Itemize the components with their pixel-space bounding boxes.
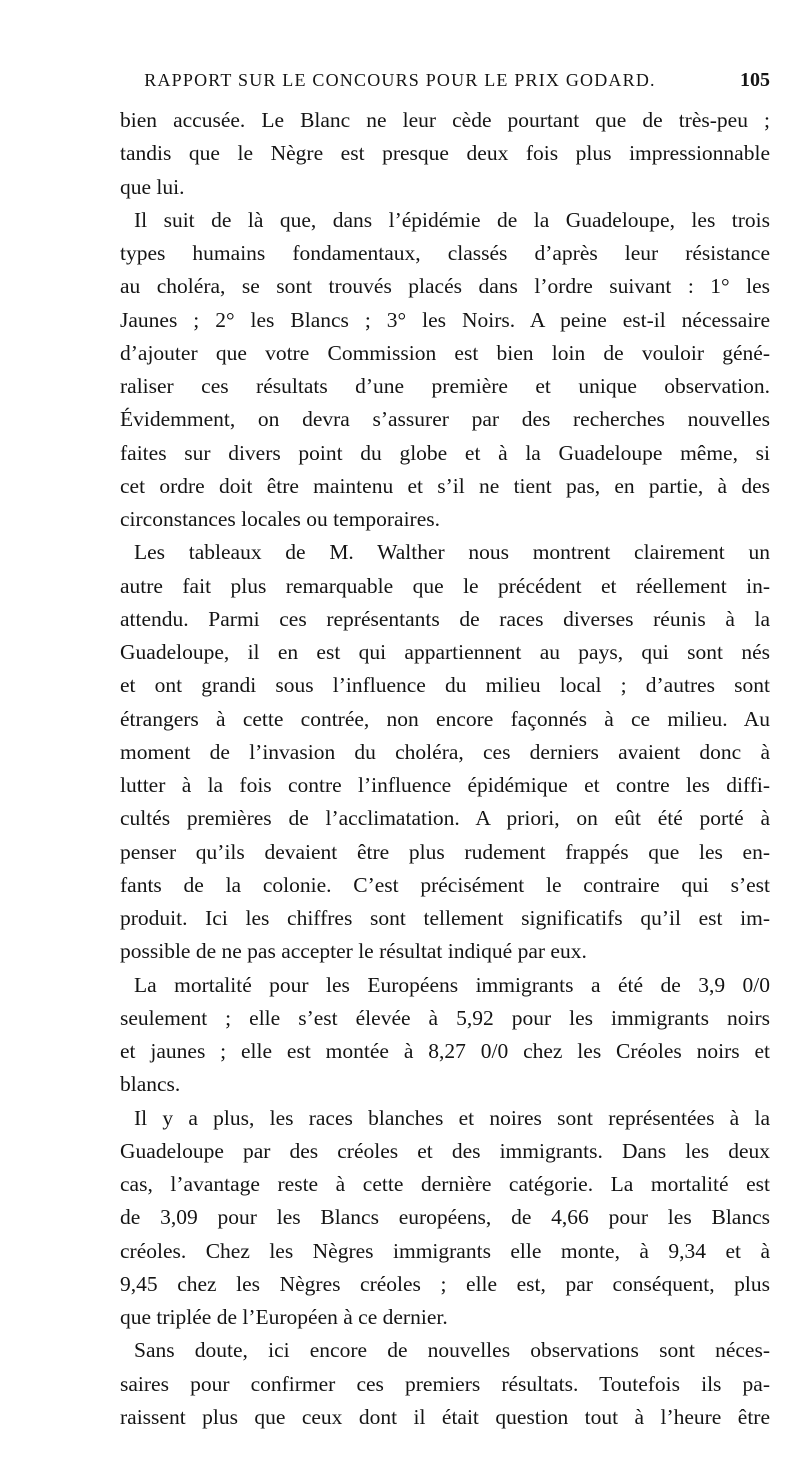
text-line: lutter à la fois contre l’influence épidémique et contre les diffi- [120,773,770,797]
text-line: cas, l’avantage reste à cette dernière catégorie. La mortalité est [120,1172,770,1196]
text-line: attendu. Parmi ces représentants de races diverses réunis à la [120,606,770,631]
text-line: Guadeloupe, il en est qui appartiennent au pays, qui sont nés [120,640,770,664]
text-line: que lui. [120,174,185,199]
body-text [120,104,770,1434]
text-line: Il suit de là que, dans l’épidémie de la Guadeloupe, les trois [134,207,770,232]
text-line: que triplée de l’Européen à ce dernier. [120,1305,448,1329]
text-line: bien accusée. Le Blanc ne leur cède pourtant que de très-peu ; [120,108,770,132]
text-line: étrangers à cette contrée, non encore façonnés à ce milieu. Au [120,706,770,731]
text-line: Il y a plus, les races blanches et noires sont représentées à la [134,1105,770,1130]
text-line: de 3,09 pour les Blancs européens, de 4,66 pour les Blancs [120,1205,770,1230]
running-title: RAPPORT SUR LE CONCOURS POUR LE PRIX GODARD. [144,70,656,90]
text-line: raliser ces résultats d’une première et unique observation. [120,374,770,398]
page-number: 105 [740,69,770,91]
text-line: cet ordre doit être maintenu et s’il ne tient pas, en partie, à des [120,473,770,498]
text-line: types humains fondamentaux, classés d’après leur résistance [120,241,770,265]
text-line: blancs. [120,1072,181,1097]
text-line: créoles. Chez les Nègres immigrants elle monte, à 9,34 et à [120,1238,770,1263]
text-line: autre fait plus remarquable que le précédent et réellement in- [120,573,770,598]
text-line: moment de l’invasion du choléra, ces derniers avaient donc à [120,739,770,764]
text-line: raissent plus que ceux dont il était question tout à l’heure être [120,1404,770,1429]
text-line: tandis que le Nègre est presque deux fois plus impressionnable [120,141,770,166]
text-line: Guadeloupe par des créoles et des immigrants. Dans les deux [120,1138,770,1163]
text-line: fants de la colonie. C’est précisément le contraire qui s’est [120,872,770,897]
text-line: Évidemment, on devra s’assurer par des recherches nouvelles [120,407,770,432]
text-line: Jaunes ; 2° les Blancs ; 3° les Noirs. A peine est-il nécessaire [120,307,770,332]
running-header [120,70,770,100]
text-line: penser qu’ils devaient être plus rudement frappés que les en- [120,839,770,864]
text-line: saires pour confirmer ces premiers résultats. Toutefois ils pa- [120,1371,770,1396]
text-line: d’ajouter que votre Commission est bien loin de vouloir géné- [120,340,770,365]
text-line: et jaunes ; elle est montée à 8,27 0/0 chez les Créoles noirs et [120,1039,770,1063]
text-line: 9,45 chez les Nègres créoles ; elle est, par conséquent, plus [120,1271,770,1296]
text-line: au choléra, se sont trouvés placés dans l’ordre suivant : 1° les [120,274,770,299]
text-line: possible de ne pas accepter le résultat indiqué par eux. [120,939,587,964]
text-line: et ont grandi sous l’influence du milieu local ; d’autres sont [120,673,770,698]
text-line: seulement ; elle s’est élevée à 5,92 pour les immigrants noirs [120,1005,770,1030]
text-line: produit. Ici les chiffres sont tellement significatifs qu’il est im- [120,906,770,930]
text-line: La mortalité pour les Européens immigrants a été de 3,9 0/0 [134,972,770,997]
text-line: faites sur divers point du globe et à la Guadeloupe même, si [120,440,770,465]
text-line: circonstances locales ou temporaires. [120,507,440,531]
text-line: Sans doute, ici encore de nouvelles observations sont néces- [134,1338,770,1363]
text-line: cultés premières de l’acclimatation. A priori, on eût été porté à [120,806,770,831]
text-line: Les tableaux de M. Walther nous montrent clairement un [134,540,770,565]
